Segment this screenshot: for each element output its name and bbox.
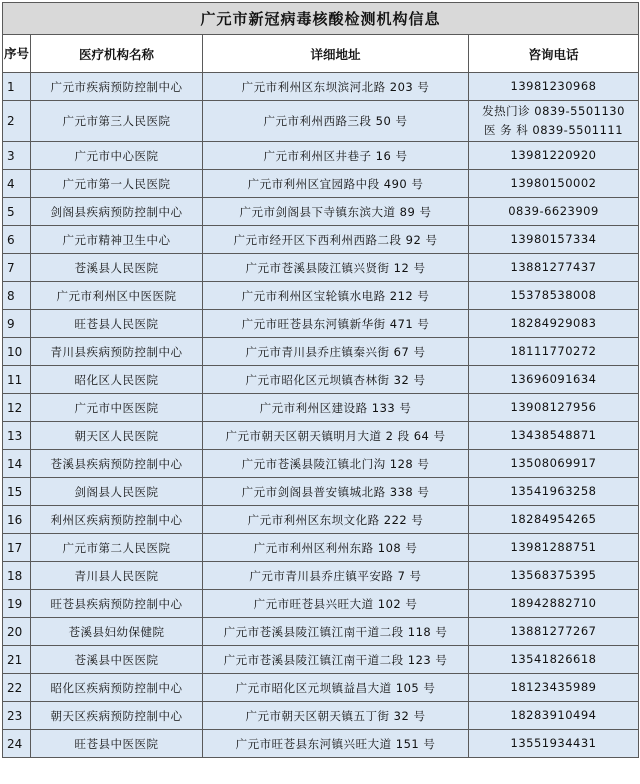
- row-address: 广元市利州区井巷子 16 号: [203, 142, 469, 170]
- row-serial-number: 1: [3, 73, 31, 101]
- row-serial-number: 17: [3, 534, 31, 562]
- row-institution-name: 青川县疾病预防控制中心: [31, 338, 203, 366]
- row-serial-number: 18: [3, 562, 31, 590]
- row-serial-number: 19: [3, 590, 31, 618]
- table-header-row: [3, 35, 639, 73]
- table-row: [3, 394, 639, 422]
- table-row: [3, 646, 639, 674]
- table-row: [3, 478, 639, 506]
- row-serial-number: 14: [3, 450, 31, 478]
- row-phone: [469, 73, 639, 101]
- row-address: 广元市苍溪县陵江镇北门沟 128 号: [203, 450, 469, 478]
- row-phone: [469, 226, 639, 254]
- row-institution-name: 苍溪县疾病预防控制中心: [31, 450, 203, 478]
- row-address: 广元市利州区利州东路 108 号: [203, 534, 469, 562]
- row-address: 广元市利州区东坝文化路 222 号: [203, 506, 469, 534]
- row-institution-name: 广元市疾病预防控制中心: [31, 73, 203, 101]
- header-address: 详细地址: [203, 35, 469, 73]
- row-institution-name: 昭化区疾病预防控制中心: [31, 674, 203, 702]
- row-institution-name: 广元市中医医院: [31, 394, 203, 422]
- row-serial-number: 24: [3, 730, 31, 758]
- table-row: [3, 590, 639, 618]
- row-serial-number: 13: [3, 422, 31, 450]
- phone-number: 13981288751: [510, 540, 597, 554]
- row-phone: [469, 422, 639, 450]
- table-row: [3, 618, 639, 646]
- table-row: [3, 534, 639, 562]
- phone-number: 18284954265: [510, 512, 597, 526]
- row-address: 广元市旺苍县兴旺大道 102 号: [203, 590, 469, 618]
- row-phone: [469, 338, 639, 366]
- row-institution-name: 旺苍县人民医院: [31, 310, 203, 338]
- row-address: 广元市利州区东坝滨河北路 203 号: [203, 73, 469, 101]
- table-row: [3, 142, 639, 170]
- row-address: 广元市剑阁县普安镇城北路 338 号: [203, 478, 469, 506]
- phone-number: 13881277437: [510, 260, 597, 274]
- row-serial-number: 3: [3, 142, 31, 170]
- row-phone: [469, 506, 639, 534]
- phone-number: 13981220920: [510, 148, 597, 162]
- row-address: 广元市剑阁县下寺镇东滨大道 89 号: [203, 198, 469, 226]
- row-address: 广元市旺苍县东河镇兴旺大道 151 号: [203, 730, 469, 758]
- row-institution-name: 青川县人民医院: [31, 562, 203, 590]
- row-institution-name: 朝天区人民医院: [31, 422, 203, 450]
- phone-number: 13568375395: [510, 568, 597, 582]
- row-institution-name: 利州区疾病预防控制中心: [31, 506, 203, 534]
- row-phone: [469, 366, 639, 394]
- row-serial-number: 23: [3, 702, 31, 730]
- row-serial-number: 4: [3, 170, 31, 198]
- row-phone: [469, 618, 639, 646]
- phone-number: 13508069917: [510, 456, 597, 470]
- phone-number: 13881277267: [510, 624, 597, 638]
- row-serial-number: 22: [3, 674, 31, 702]
- row-address: 广元市利州区建设路 133 号: [203, 394, 469, 422]
- row-phone: [469, 282, 639, 310]
- row-phone: [469, 254, 639, 282]
- row-serial-number: 6: [3, 226, 31, 254]
- row-phone: [469, 590, 639, 618]
- row-address: 广元市利州区宜园路中段 490 号: [203, 170, 469, 198]
- row-phone: [469, 170, 639, 198]
- table-row: [3, 562, 639, 590]
- table-row: [3, 282, 639, 310]
- phone-number: 13908127956: [510, 400, 597, 414]
- row-phone: [469, 478, 639, 506]
- row-serial-number: 5: [3, 198, 31, 226]
- phone-number: 13438548871: [510, 428, 597, 442]
- phone-number: 13981230968: [510, 79, 597, 93]
- row-address: 广元市苍溪县陵江镇江南干道二段 118 号: [203, 618, 469, 646]
- table-row: [3, 338, 639, 366]
- row-institution-name: 剑阁县疾病预防控制中心: [31, 198, 203, 226]
- row-address: 广元市旺苍县东河镇新华街 471 号: [203, 310, 469, 338]
- testing-institutions-table: [2, 2, 639, 758]
- row-phone: [469, 198, 639, 226]
- table-row: [3, 450, 639, 478]
- row-serial-number: 12: [3, 394, 31, 422]
- phone-number: 发热门诊 0839-5501130: [482, 104, 625, 118]
- row-institution-name: 旺苍县疾病预防控制中心: [31, 590, 203, 618]
- row-phone: [469, 394, 639, 422]
- row-address: 广元市青川县乔庄镇平安路 7 号: [203, 562, 469, 590]
- row-serial-number: 20: [3, 618, 31, 646]
- row-address: 广元市昭化区元坝镇益昌大道 105 号: [203, 674, 469, 702]
- phone-number: 18284929083: [510, 316, 597, 330]
- row-phone: [469, 562, 639, 590]
- row-phone: [469, 310, 639, 338]
- row-phone: [469, 646, 639, 674]
- header-phone: 咨询电话: [469, 35, 639, 73]
- phone-number: 18283910494: [510, 708, 597, 722]
- table-body: [3, 73, 639, 758]
- table-title: 广元市新冠病毒核酸检测机构信息: [3, 3, 639, 35]
- row-phone: [469, 674, 639, 702]
- phone-number: 13980150002: [510, 176, 597, 190]
- row-institution-name: 昭化区人民医院: [31, 366, 203, 394]
- phone-number: 13551934431: [510, 736, 597, 750]
- row-phone: [469, 142, 639, 170]
- row-serial-number: 16: [3, 506, 31, 534]
- table-row: [3, 73, 639, 101]
- phone-number: 13980157334: [510, 232, 597, 246]
- row-address: 广元市利州西路三段 50 号: [203, 101, 469, 142]
- row-phone: [469, 702, 639, 730]
- row-address: 广元市经开区下西利州西路二段 92 号: [203, 226, 469, 254]
- row-serial-number: 2: [3, 101, 31, 142]
- row-phone: [469, 730, 639, 758]
- table-row: [3, 702, 639, 730]
- table-row: [3, 254, 639, 282]
- row-institution-name: 广元市利州区中医医院: [31, 282, 203, 310]
- row-address: 广元市朝天区朝天镇五丁街 32 号: [203, 702, 469, 730]
- table-row: [3, 674, 639, 702]
- row-address: 广元市昭化区元坝镇杏林街 32 号: [203, 366, 469, 394]
- phone-number: 医 务 科 0839-5501111: [483, 123, 624, 137]
- header-serial-number: 序号: [3, 35, 31, 73]
- row-address: 广元市朝天区朝天镇明月大道 2 段 64 号: [203, 422, 469, 450]
- row-serial-number: 21: [3, 646, 31, 674]
- table-row: [3, 730, 639, 758]
- phone-number: 15378538008: [510, 288, 597, 302]
- header-institution-name: 医疗机构名称: [31, 35, 203, 73]
- phone-number: 0839-6623909: [508, 204, 599, 218]
- row-serial-number: 9: [3, 310, 31, 338]
- row-institution-name: 旺苍县中医医院: [31, 730, 203, 758]
- table-row: [3, 422, 639, 450]
- phone-number: 18942882710: [510, 596, 597, 610]
- row-serial-number: 10: [3, 338, 31, 366]
- row-address: 广元市苍溪县陵江镇江南干道二段 123 号: [203, 646, 469, 674]
- table-row: [3, 170, 639, 198]
- table-row: [3, 506, 639, 534]
- phone-number: 13541826618: [510, 652, 597, 666]
- phone-number: 18111770272: [510, 344, 597, 358]
- table-row: [3, 198, 639, 226]
- row-institution-name: 剑阁县人民医院: [31, 478, 203, 506]
- row-institution-name: 广元市第二人民医院: [31, 534, 203, 562]
- row-institution-name: 广元市第一人民医院: [31, 170, 203, 198]
- row-institution-name: 朝天区疾病预防控制中心: [31, 702, 203, 730]
- row-serial-number: 7: [3, 254, 31, 282]
- row-address: 广元市青川县乔庄镇秦兴街 67 号: [203, 338, 469, 366]
- row-institution-name: 苍溪县中医医院: [31, 646, 203, 674]
- row-serial-number: 8: [3, 282, 31, 310]
- row-institution-name: 苍溪县妇幼保健院: [31, 618, 203, 646]
- row-phone: [469, 101, 639, 142]
- phone-number: 13696091634: [510, 372, 597, 386]
- table-row: [3, 101, 639, 142]
- table-row: [3, 310, 639, 338]
- phone-number: 18123435989: [510, 680, 597, 694]
- row-phone: [469, 450, 639, 478]
- row-institution-name: 苍溪县人民医院: [31, 254, 203, 282]
- row-address: 广元市利州区宝轮镇水电路 212 号: [203, 282, 469, 310]
- table-row: [3, 366, 639, 394]
- row-institution-name: 广元市精神卫生中心: [31, 226, 203, 254]
- row-serial-number: 11: [3, 366, 31, 394]
- table-row: [3, 226, 639, 254]
- row-phone: [469, 534, 639, 562]
- phone-number: 13541963258: [510, 484, 597, 498]
- row-institution-name: 广元市中心医院: [31, 142, 203, 170]
- row-serial-number: 15: [3, 478, 31, 506]
- row-institution-name: 广元市第三人民医院: [31, 101, 203, 142]
- row-address: 广元市苍溪县陵江镇兴贤街 12 号: [203, 254, 469, 282]
